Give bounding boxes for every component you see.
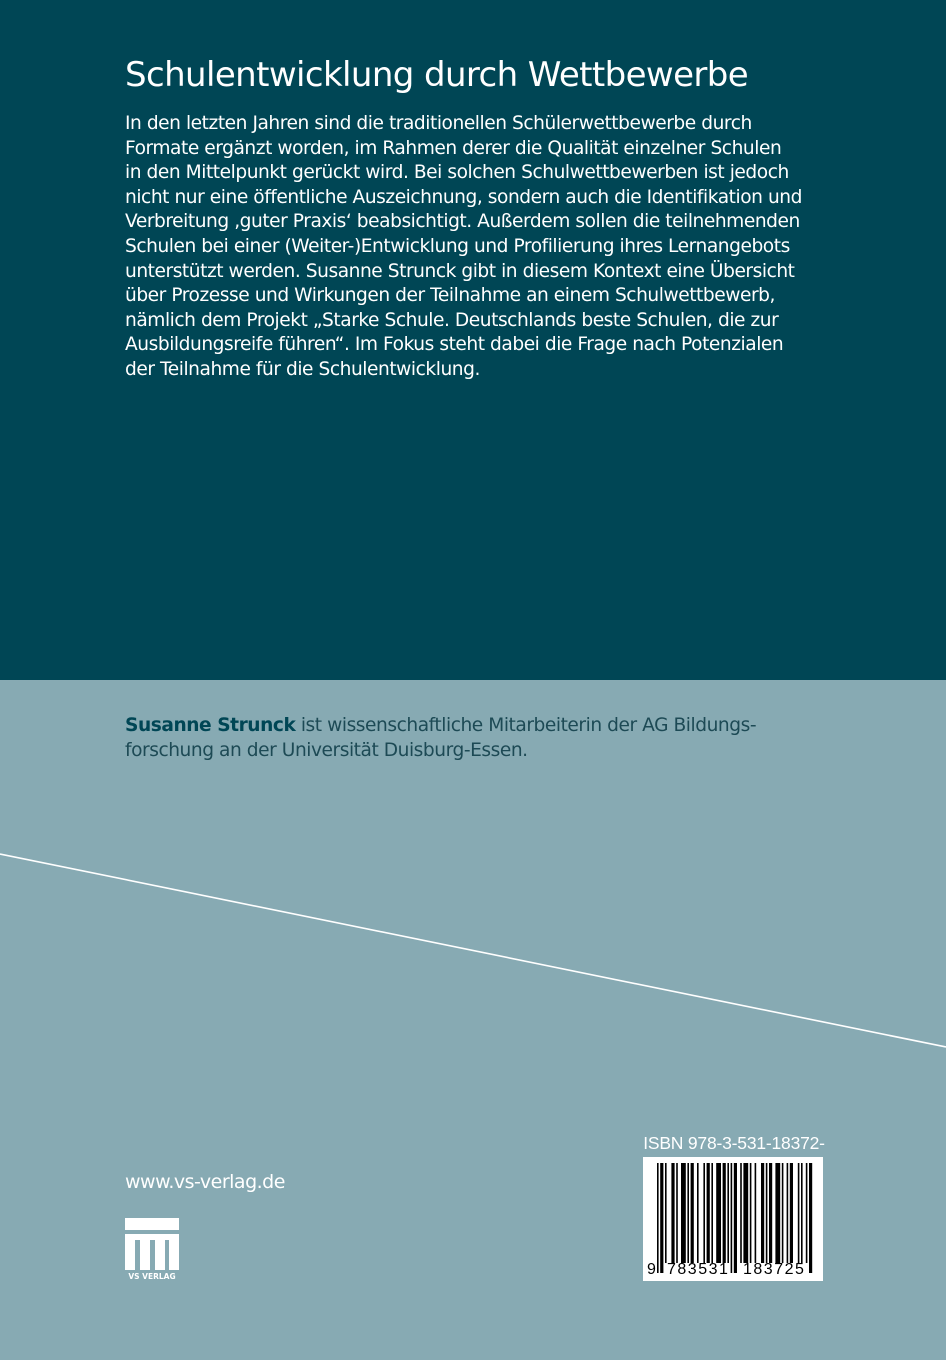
barcode-bar xyxy=(743,1163,748,1263)
barcode-bar xyxy=(671,1163,674,1263)
blurb-line: der Teilnahme für die Schulentwicklung. xyxy=(125,358,480,380)
barcode-bar xyxy=(707,1163,710,1263)
barcode-bar xyxy=(801,1163,803,1263)
author-bio xyxy=(125,713,756,763)
barcode-digits-left: 783531 xyxy=(667,1261,730,1278)
logo-top-bar xyxy=(125,1218,179,1230)
barcode-bar xyxy=(716,1163,721,1263)
logo-pillar xyxy=(125,1240,135,1270)
publisher-logo xyxy=(125,1218,179,1284)
barcode-digit-prefix: 9 xyxy=(647,1261,656,1278)
blurb-line: nämlich dem Projekt „Starke Schule. Deutschlands beste Schulen, die zur xyxy=(125,309,779,331)
barcode-bar xyxy=(691,1163,694,1263)
barcode-bar xyxy=(798,1163,800,1263)
barcode-bar xyxy=(766,1163,768,1263)
author-bio-line xyxy=(125,713,756,738)
barcode-bar xyxy=(755,1163,757,1263)
barcode-bar xyxy=(769,1163,772,1263)
author-bio-text: ist wissenschaftliche Mitarbeiterin der AG Bildungs- xyxy=(295,715,757,736)
barcode-bar xyxy=(809,1163,812,1273)
barcode-bar xyxy=(731,1163,733,1273)
barcode-bar xyxy=(703,1163,705,1263)
publisher-url[interactable]: www.vs-verlag.de xyxy=(125,1171,285,1193)
author-name: Susanne Strunck xyxy=(125,715,296,736)
barcode xyxy=(643,1157,823,1281)
barcode-bar xyxy=(734,1163,737,1273)
barcode-bar xyxy=(676,1163,678,1263)
blurb-line: Formate ergänzt worden, im Rahmen derer die Qualität einzelner Schulen xyxy=(125,137,782,159)
blurb-line: Verbreitung ‚guter Praxis‘ beabsichtigt. Außerdem sollen die teilnehmenden xyxy=(125,211,800,233)
barcode-bar xyxy=(740,1163,742,1263)
publisher-logo-text: VS VERLAG xyxy=(128,1272,176,1281)
barcode-bar xyxy=(727,1163,729,1263)
barcode-bar xyxy=(687,1163,689,1263)
isbn-label: ISBN 978-3-531-18372- xyxy=(643,1133,825,1153)
blurb-line: in den Mittelpunkt gerückt wird. Bei solchen Schulwettbewerben ist jedoch xyxy=(125,162,789,184)
barcode-bar xyxy=(723,1163,726,1263)
barcode-bar xyxy=(665,1163,667,1263)
blurb-line: Ausbildungsreife führen“. Im Fokus steht dabei die Frage nach Potenzialen xyxy=(125,334,784,356)
barcode-bar xyxy=(790,1163,793,1263)
blurb-line: unterstützt werden. Susanne Strunck gibt in diesem Kontext eine Übersicht xyxy=(125,260,795,282)
logo-pillar xyxy=(140,1240,150,1270)
barcode-bar xyxy=(697,1163,699,1263)
barcode-bar xyxy=(711,1163,713,1263)
blurb-line: über Prozesse und Wirkungen der Teilnahme an einem Schulwettbewerb, xyxy=(125,285,775,307)
blurb-line: nicht nur eine öffentliche Auszeichnung, sondern auch die Identifikation und xyxy=(125,186,802,208)
barcode-bar xyxy=(681,1163,686,1263)
barcode-bar xyxy=(657,1163,659,1273)
logo-pillar xyxy=(169,1240,179,1270)
book-title: Schulentwicklung durch Wettbewerbe xyxy=(125,55,749,95)
book-blurb xyxy=(125,112,825,383)
barcode-bar xyxy=(787,1163,789,1263)
blurb-line: In den letzten Jahren sind die traditionellen Schülerwettbewerbe durch xyxy=(125,113,752,134)
barcode-digits xyxy=(643,1259,823,1281)
barcode-bar xyxy=(761,1163,764,1263)
barcode-digits-right: 183725 xyxy=(743,1261,806,1278)
barcode-bar xyxy=(782,1163,784,1263)
author-bio-line: forschung an der Universität Duisburg-Essen. xyxy=(125,740,528,761)
barcode-bar xyxy=(750,1163,752,1263)
blurb-line: Schulen bei einer (Weiter-)Entwicklung und Profilierung ihres Lernangebots xyxy=(125,235,790,257)
logo-pillar xyxy=(155,1240,165,1270)
barcode-bar xyxy=(775,1163,780,1263)
barcode-bar xyxy=(660,1163,663,1273)
cover-bottom-panel xyxy=(0,680,946,1360)
barcode-bar xyxy=(806,1163,808,1263)
